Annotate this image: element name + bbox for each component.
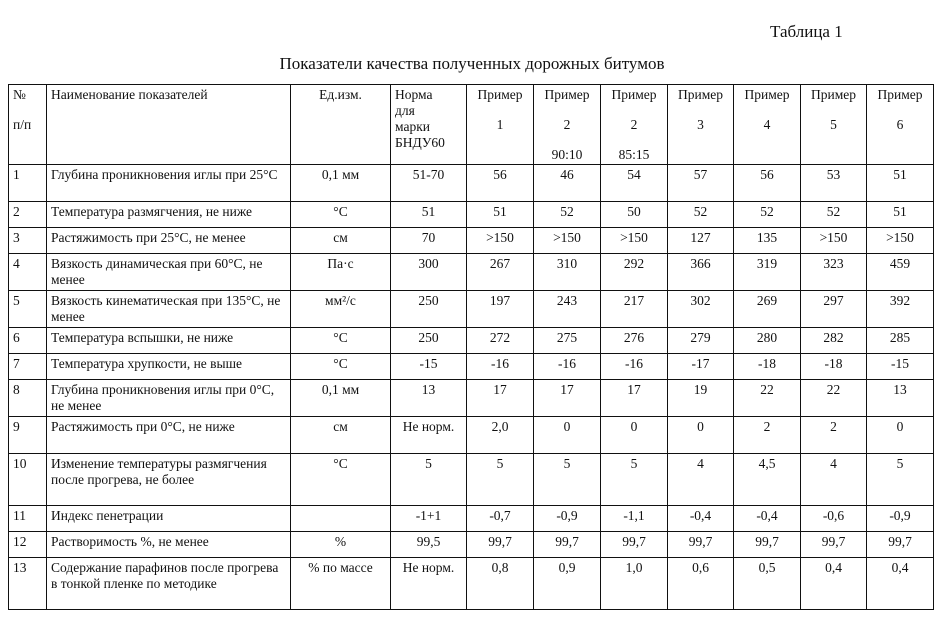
example-value: 0 [601,417,668,454]
norm-cell: 300 [391,254,467,291]
row-number: 11 [9,506,47,532]
example-value: 52 [534,202,601,228]
row-number: 6 [9,328,47,354]
table-row [9,354,934,380]
header-example-title: Пример [744,87,790,102]
norm-cell: -1+1 [391,506,467,532]
example-value: >150 [601,228,668,254]
example-value: 99,7 [734,532,801,558]
unit-cell: °C [291,328,391,354]
example-value: 0,4 [867,558,934,610]
header-example-title: Пример [810,87,856,102]
unit-cell: 0,1 мм [291,165,391,202]
unit-cell: см [291,417,391,454]
header-example-number: 3 [697,117,704,132]
unit-cell: мм²/с [291,291,391,328]
example-value: 282 [801,328,867,354]
row-number: 12 [9,532,47,558]
example-value: >150 [534,228,601,254]
example-value: -0,4 [734,506,801,532]
header-example-number: 2 [563,117,571,132]
norm-cell: 5 [391,454,467,506]
norm-cell: 250 [391,328,467,354]
quality-table [8,84,934,610]
indicator-name: Растяжимость при 0°C, не ниже [47,417,291,454]
example-value: 392 [867,291,934,328]
example-value: -16 [601,354,668,380]
indicator-name: Содержание парафинов после прогрева в тонкой пленке по методике [47,558,291,610]
header-norm-line: Норма [395,87,433,102]
indicator-name: Растяжимость при 25°C, не менее [47,228,291,254]
example-value: 323 [801,254,867,291]
example-value: 99,7 [601,532,668,558]
indicator-name: Глубина проникновения иглы при 25°C [47,165,291,202]
example-value: 0,8 [467,558,534,610]
header-row [9,85,934,165]
example-value: 243 [534,291,601,328]
unit-cell [291,506,391,532]
example-value: 52 [668,202,734,228]
header-unit: Ед.изм. [291,85,391,165]
table-row [9,417,934,454]
example-value: 267 [467,254,534,291]
row-number: 10 [9,454,47,506]
norm-cell: Не норм. [391,558,467,610]
row-number: 8 [9,380,47,417]
example-value: 51 [467,202,534,228]
example-value: 285 [867,328,934,354]
example-value: -16 [467,354,534,380]
header-example-number: 6 [896,117,904,132]
example-value: 50 [601,202,668,228]
example-value: 19 [668,380,734,417]
example-value: 127 [668,228,734,254]
example-value: 2,0 [467,417,534,454]
unit-cell: °C [291,202,391,228]
example-value: 0 [534,417,601,454]
table-row [9,328,934,354]
example-value: -0,6 [801,506,867,532]
example-value: 0,9 [534,558,601,610]
header-name: Наименование показателей [47,85,291,165]
header-example-title: Пример [544,87,590,102]
header-example-title: Пример [877,87,923,102]
example-value: 2 [734,417,801,454]
example-value: 99,7 [801,532,867,558]
table-row [9,228,934,254]
indicator-name: Вязкость динамическая при 60°C, не менее [47,254,291,291]
table-label: Таблица 1 [770,22,843,41]
norm-cell: 51 [391,202,467,228]
example-value: -1,1 [601,506,668,532]
header-example-ratio: 85:15 [618,147,650,162]
example-value: 56 [734,165,801,202]
example-value: 5 [467,454,534,506]
example-value: 5 [867,454,934,506]
indicator-name: Растворимость %, не менее [47,532,291,558]
example-value: 217 [601,291,668,328]
example-value: 4,5 [734,454,801,506]
indicator-name: Вязкость кинематическая при 135°C, не менее [47,291,291,328]
row-number: 9 [9,417,47,454]
example-value: 135 [734,228,801,254]
example-value: 275 [534,328,601,354]
table-row [9,558,934,610]
header-number-line1: № [13,87,26,102]
example-value: -0,9 [534,506,601,532]
header-example-5 [801,85,867,165]
example-value: 279 [668,328,734,354]
header-example-number: 1 [496,117,504,132]
example-value: -0,4 [668,506,734,532]
header-example-1 [467,85,534,165]
norm-cell: 250 [391,291,467,328]
example-value: 197 [467,291,534,328]
norm-cell: 51-70 [391,165,467,202]
header-example-ratio: 90:10 [551,147,583,162]
indicator-name: Индекс пенетрации [47,506,291,532]
table-row [9,532,934,558]
example-value: 0 [867,417,934,454]
unit-cell: % [291,532,391,558]
header-example-title: Пример [611,87,657,102]
example-value: -0,9 [867,506,934,532]
header-norm [391,85,467,165]
indicator-name: Температура хрупкости, не выше [47,354,291,380]
header-example-2b [601,85,668,165]
header-example-number: 4 [763,117,771,132]
indicator-name: Изменение температуры размягчения после прогрева, не более [47,454,291,506]
example-value: 46 [534,165,601,202]
example-value: 0,5 [734,558,801,610]
example-value: 99,7 [867,532,934,558]
example-value: 56 [467,165,534,202]
example-value: -17 [668,354,734,380]
example-value: 17 [601,380,668,417]
header-example-number: 2 [630,117,638,132]
header-example-title: Пример [677,87,723,102]
header-example-6 [867,85,934,165]
example-value: 0,4 [801,558,867,610]
example-value: >150 [467,228,534,254]
unit-cell: °C [291,354,391,380]
norm-cell: 13 [391,380,467,417]
example-value: 17 [467,380,534,417]
example-value: -18 [801,354,867,380]
indicator-name: Температура вспышки, не ниже [47,328,291,354]
example-value: 51 [867,165,934,202]
unit-cell: % по массе [291,558,391,610]
table-title: Показатели качества полученных дорожных битумов [279,54,665,73]
table-row [9,165,934,202]
example-value: 52 [801,202,867,228]
example-value: >150 [867,228,934,254]
example-value: 53 [801,165,867,202]
example-value: 22 [801,380,867,417]
example-value: 5 [534,454,601,506]
table-row [9,454,934,506]
header-number [9,85,47,165]
example-value: 17 [534,380,601,417]
unit-cell: см [291,228,391,254]
example-value: -15 [867,354,934,380]
example-value: 269 [734,291,801,328]
example-value: 99,7 [534,532,601,558]
example-value: 22 [734,380,801,417]
unit-cell: 0,1 мм [291,380,391,417]
example-value: -16 [534,354,601,380]
header-example-title: Пример [477,87,523,102]
norm-cell: Не норм. [391,417,467,454]
header-norm-line: марки [395,119,430,134]
header-example-3 [668,85,734,165]
example-value: 0 [668,417,734,454]
example-value: 5 [601,454,668,506]
example-value: 2 [801,417,867,454]
unit-cell: °C [291,454,391,506]
example-value: 4 [801,454,867,506]
norm-cell: -15 [391,354,467,380]
table-row [9,202,934,228]
unit-cell: Па·с [291,254,391,291]
indicator-name: Глубина проникновения иглы при 0°C, не менее [47,380,291,417]
norm-cell: 70 [391,228,467,254]
example-value: 0,6 [668,558,734,610]
table-row [9,506,934,532]
example-value: 52 [734,202,801,228]
example-value: 99,7 [467,532,534,558]
header-example-2a [534,85,601,165]
example-value: 302 [668,291,734,328]
example-value: 366 [668,254,734,291]
header-example-4 [734,85,801,165]
header-norm-line: БНДУ60 [395,135,445,150]
row-number: 4 [9,254,47,291]
example-value: 459 [867,254,934,291]
header-norm-line: для [395,103,415,118]
table-row [9,291,934,328]
example-value: 280 [734,328,801,354]
row-number: 2 [9,202,47,228]
example-value: 297 [801,291,867,328]
row-number: 5 [9,291,47,328]
table-row [9,380,934,417]
example-value: 276 [601,328,668,354]
example-value: 51 [867,202,934,228]
header-number-line2: п/п [13,117,32,132]
example-value: 1,0 [601,558,668,610]
table-row [9,254,934,291]
example-value: 54 [601,165,668,202]
example-value: -18 [734,354,801,380]
example-value: 272 [467,328,534,354]
example-value: 319 [734,254,801,291]
example-value: 13 [867,380,934,417]
row-number: 3 [9,228,47,254]
row-number: 13 [9,558,47,610]
norm-cell: 99,5 [391,532,467,558]
example-value: 4 [668,454,734,506]
example-value: 99,7 [668,532,734,558]
header-example-number: 5 [830,117,837,132]
row-number: 1 [9,165,47,202]
example-value: -0,7 [467,506,534,532]
example-value: 310 [534,254,601,291]
example-value: >150 [801,228,867,254]
indicator-name: Температура размягчения, не ниже [47,202,291,228]
example-value: 57 [668,165,734,202]
row-number: 7 [9,354,47,380]
example-value: 292 [601,254,668,291]
